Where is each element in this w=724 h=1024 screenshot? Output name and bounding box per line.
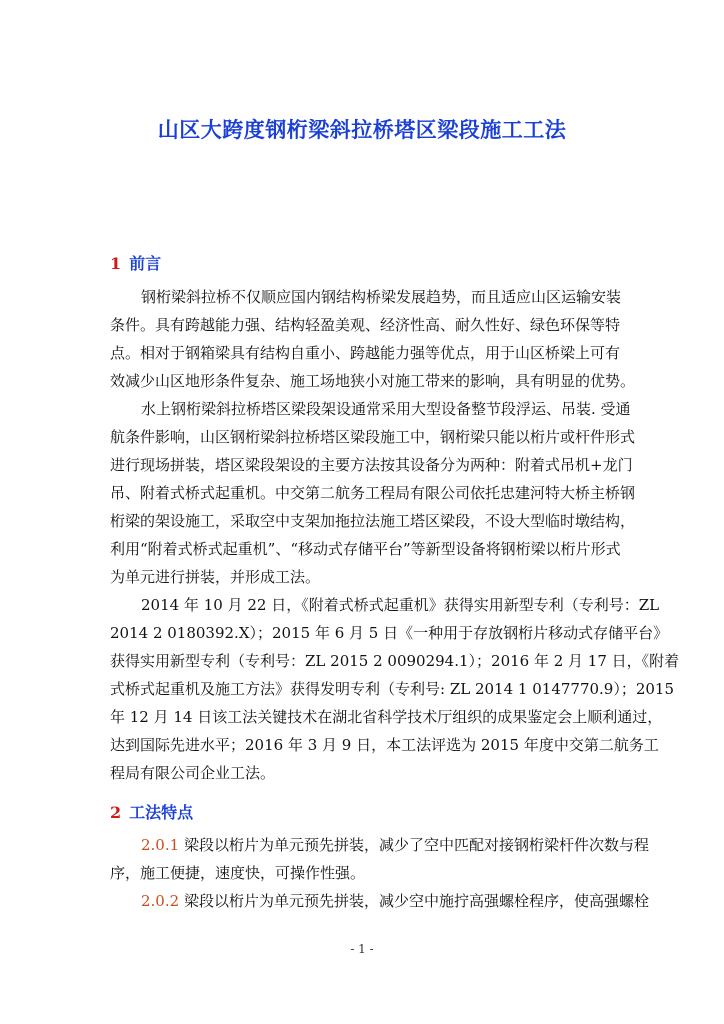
section-title: 前言 [129, 254, 162, 273]
clause-number: 2.0.2 [141, 892, 180, 910]
paragraph-line: 效减少山区地形条件复杂、施工场地狭小对施工带来的影响，具有明显的优势。 [110, 372, 636, 390]
paragraph-line: 年 12 月 14 日该工法关键技术在湖北省科学技术厅组织的成果鉴定会上顺利通过， [110, 708, 663, 726]
paragraph-line: 利用“附着式桥式起重机”、“移动式存储平台”等新型设备将钢桁梁以桁片形式 [110, 540, 621, 558]
paragraph-line: 点。相对于钢箱梁具有结构自重小、跨越能力强等优点，用于山区桥梁上可有 [110, 344, 621, 362]
paragraph-line: 桁梁的架设施工，采取空中支架加拖拉法施工塔区梁段，不设大型临时墩结构， [110, 512, 636, 530]
clause-text: 梁段以桁片为单元预先拼装，减少了空中匹配对接钢桁梁杆件次数与程 [183, 836, 649, 854]
paragraph-line: 进行现场拼装，塔区梁段架设的主要方法按其设备分为两种：附着式吊机+龙门 [110, 456, 633, 474]
paragraph-line: 条件。具有跨越能力强、结构轻盈美观、经济性高、耐久性好、绿色环保等特 [110, 316, 621, 334]
paragraph-line: 获得实用新型专利（专利号：ZL 2015 2 0090294.1）；2016 年 2 月 17 日，《附着 [110, 652, 680, 670]
paragraph-line: 程局有限公司企业工法。 [110, 764, 276, 782]
paragraph-line: 式桥式起重机及施工方法》获得发明专利（专利号: ZL 2014 1 0147770.9）；2015 [110, 680, 675, 698]
paragraph-line: 2014 年 10 月 22 日，《附着式桥式起重机》获得实用新型专利（专利号：ZL [141, 596, 660, 614]
paragraph-line: 吊、附着式桥式起重机。中交第二航务工程局有限公司依托忠建河特大桥主桥钢 [110, 484, 636, 502]
clause-line [141, 835, 649, 855]
section-heading-2 [110, 800, 193, 823]
paragraph-line: 为单元进行拼装，并形成工法。 [110, 568, 321, 586]
clause-line [141, 891, 649, 911]
paragraph-line: 2014 2 0180392.X）；2015 年 6 月 5 日《一种用于存放钢桁片移动式存储平台》 [110, 624, 669, 642]
section-number: 1 [110, 254, 122, 273]
section-title: 工法特点 [129, 803, 194, 822]
section-number: 2 [110, 803, 122, 822]
section-heading-1 [110, 251, 161, 274]
clause-text: 梁段以桁片为单元预先拼装，减少空中施拧高强螺栓程序，使高强螺栓 [183, 892, 649, 910]
page-number: - 1 - [350, 942, 374, 956]
document-title: 山区大跨度钢桁梁斜拉桥塔区梁段施工工法 [157, 117, 567, 142]
clause-line: 序，施工便捷，速度快，可操作性强。 [110, 864, 366, 882]
paragraph-line: 钢桁梁斜拉桥不仅顺应国内钢结构桥梁发展趋势，而且适应山区运输安装 [141, 288, 622, 306]
paragraph-line: 航条件影响，山区钢桁梁斜拉桥塔区梁段施工中，钢桁梁只能以桁片或杆件形式 [110, 428, 636, 446]
paragraph-line: 达到国际先进水平；2016 年 3 月 9 日，本工法评选为 2015 年度中交第二航务工 [110, 736, 659, 754]
clause-number: 2.0.1 [141, 836, 180, 854]
paragraph-line: 水上钢桁梁斜拉桥塔区梁段架设通常采用大型设备整节段浮运、吊装. 受通 [141, 400, 631, 418]
